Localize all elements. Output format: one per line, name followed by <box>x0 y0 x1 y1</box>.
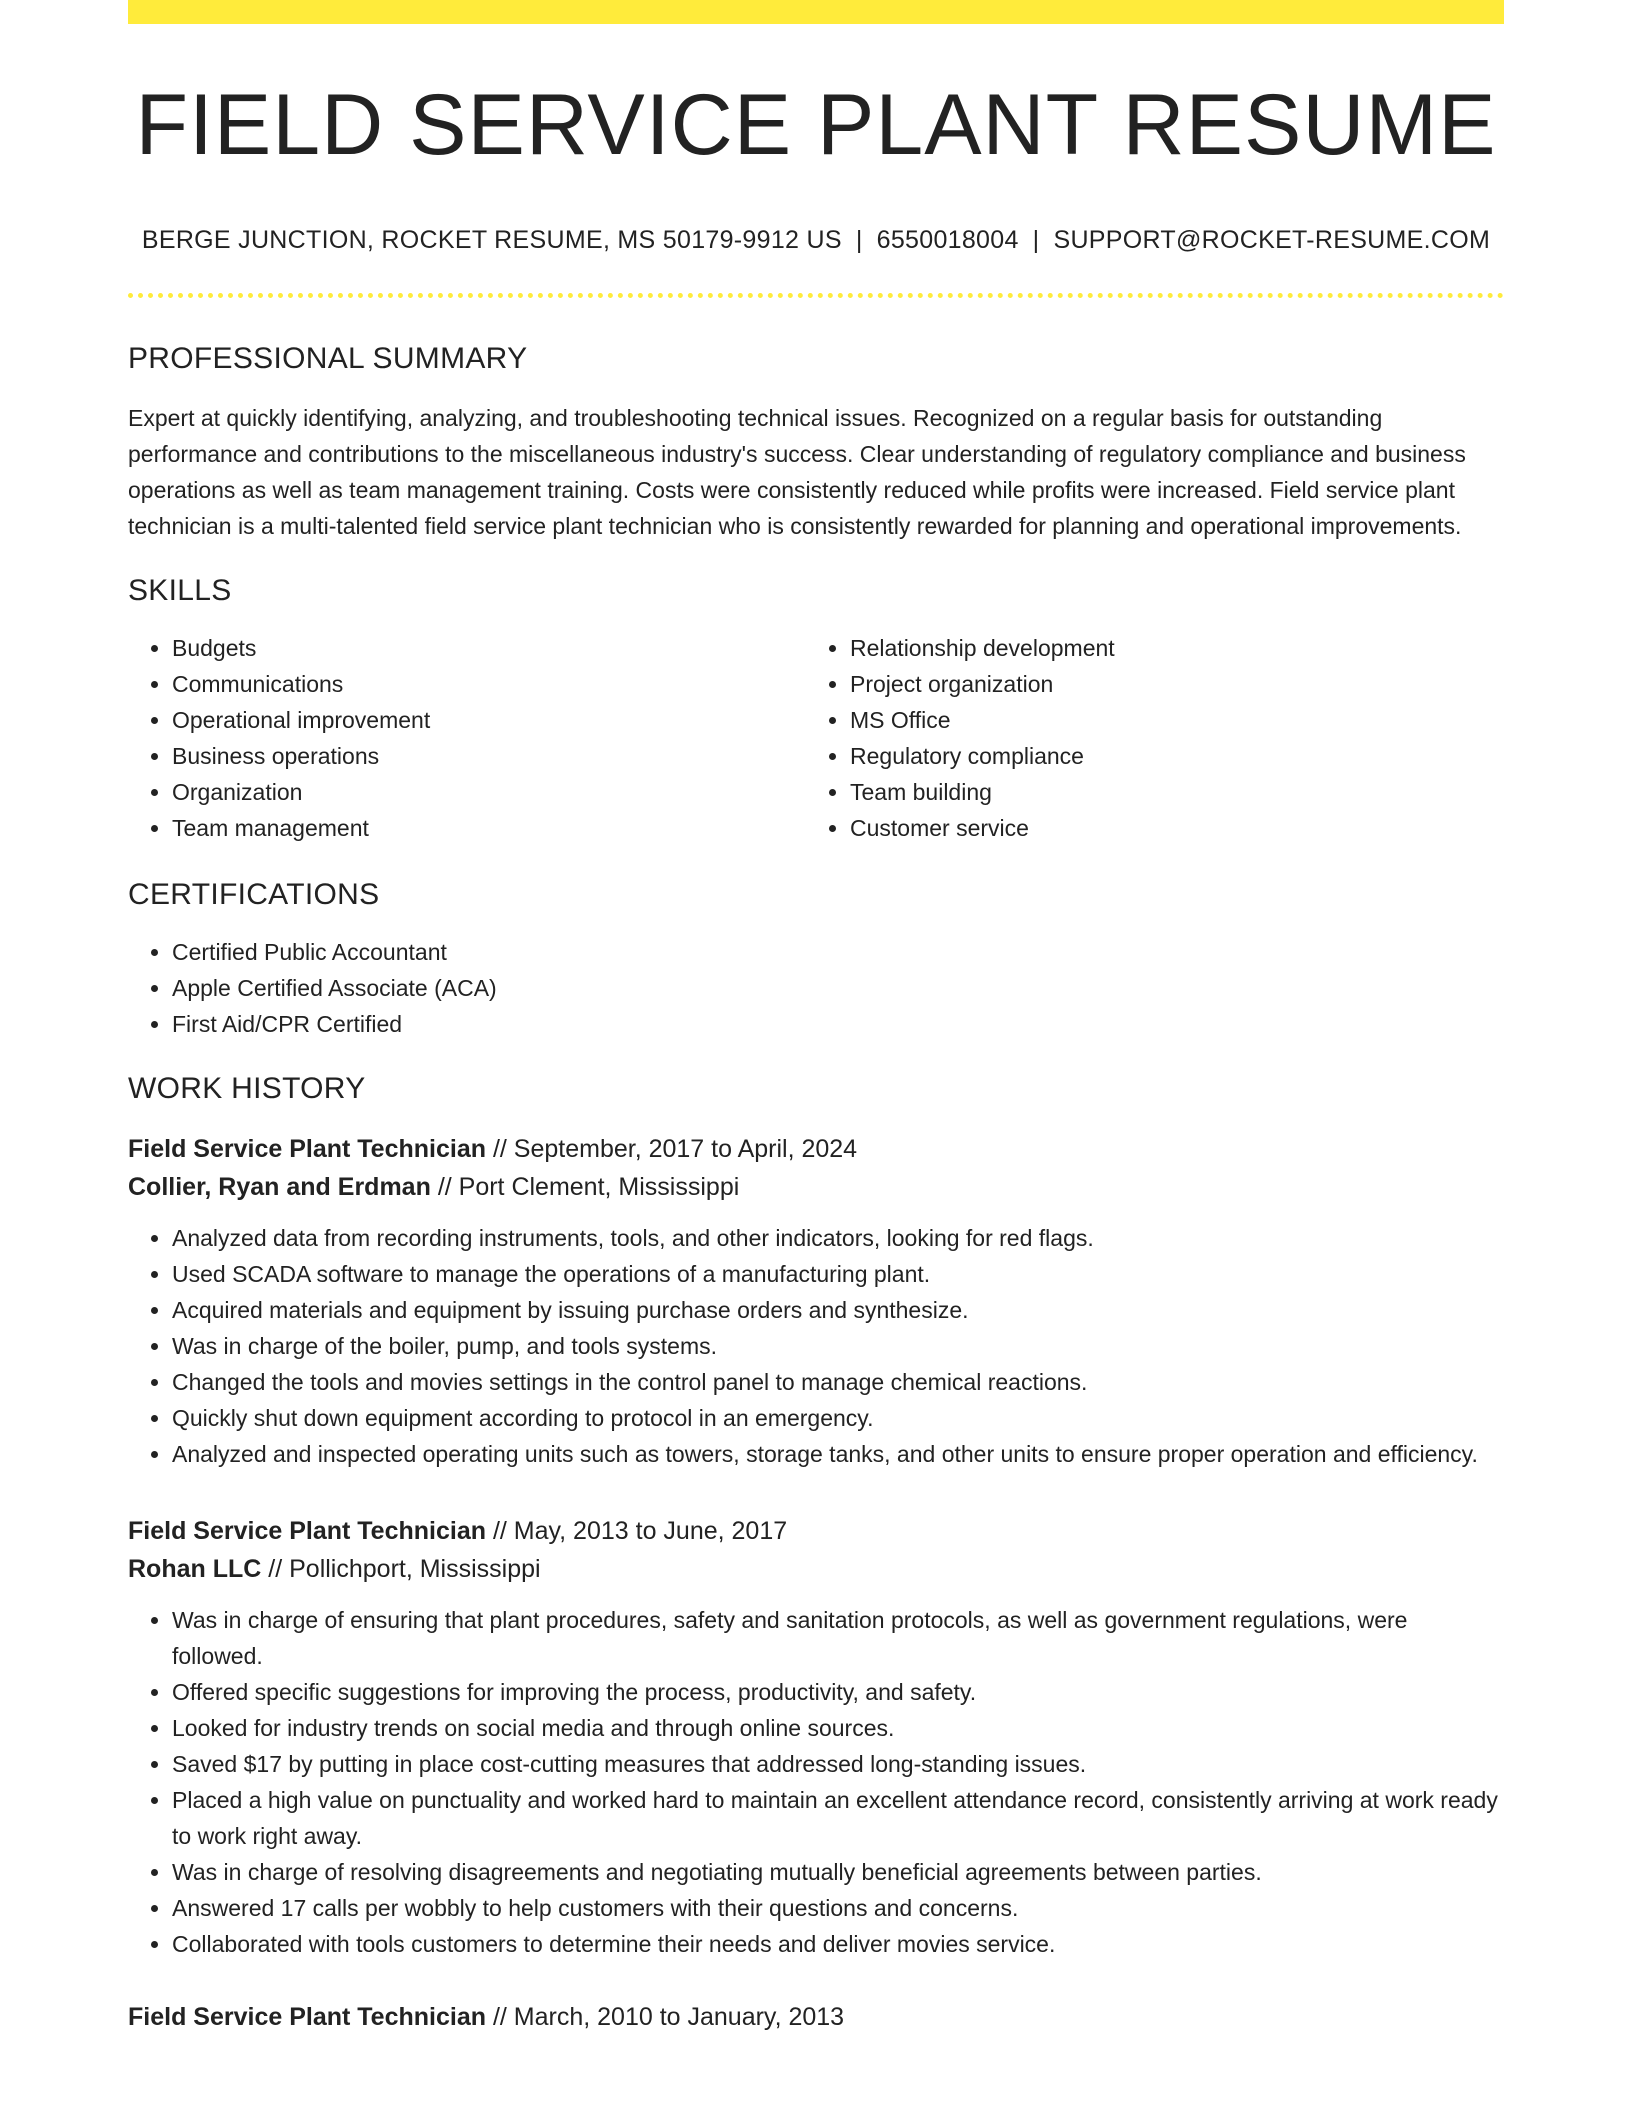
contact-phone: 6550018004 <box>876 226 1019 254</box>
skill-item: • Customer service <box>850 810 1484 846</box>
job-bullet: • Analyzed data from recording instruments, tools, and other indicators, looking for red flags. <box>172 1220 1504 1256</box>
contact-separator: | <box>1032 226 1040 254</box>
job-dates: // March, 2010 to January, 2013 <box>492 2003 845 2031</box>
certification-item: • Apple Certified Associate (ACA) <box>172 970 1504 1006</box>
job-company-line <box>128 1168 1504 1206</box>
certification-item: • First Aid/CPR Certified <box>172 1006 1504 1042</box>
job-bullet: • Was in charge of ensuring that plant procedures, safety and sanitation protocols, as well as government regulations, were followed. <box>172 1602 1504 1674</box>
job-dates: // September, 2017 to April, 2024 <box>492 1135 858 1163</box>
job-title-line <box>128 1512 1504 1550</box>
job-bullet: • Saved $17 by putting in place cost-cutting measures that addressed long-standing issues. <box>172 1746 1504 1782</box>
skills-columns <box>128 630 1504 846</box>
skill-item: • Organization <box>172 774 806 810</box>
job-title: Field Service Plant Technician <box>128 1135 486 1163</box>
skill-item: • Relationship development <box>850 630 1484 666</box>
job-company: Collier, Ryan and Erdman <box>128 1173 431 1201</box>
contact-separator: | <box>855 226 863 254</box>
job-bullet: • Was in charge of the boiler, pump, and tools systems. <box>172 1328 1504 1364</box>
job-title: Field Service Plant Technician <box>128 2003 486 2031</box>
job-bullet: • Collaborated with tools customers to determine their needs and deliver movies service. <box>172 1926 1504 1962</box>
job-company-line <box>128 1550 1504 1588</box>
job-location: // Pollichport, Mississippi <box>268 1555 541 1583</box>
skill-item: • Budgets <box>172 630 806 666</box>
job-bullet: • Answered 17 calls per wobbly to help customers with their questions and concerns. <box>172 1890 1504 1926</box>
job-title: Field Service Plant Technician <box>128 1517 486 1545</box>
skill-item: • Team building <box>850 774 1484 810</box>
skill-item: • Business operations <box>172 738 806 774</box>
work-history-heading: WORK HISTORY <box>128 1072 366 1105</box>
skills-list-right <box>806 630 1484 846</box>
job-bullet: • Looked for industry trends on social media and through online sources. <box>172 1710 1504 1746</box>
summary-heading: PROFESSIONAL SUMMARY <box>128 342 528 375</box>
job-bullet: • Was in charge of resolving disagreements and negotiating mutually beneficial agreements between parties. <box>172 1854 1504 1890</box>
certifications-heading: CERTIFICATIONS <box>128 878 380 911</box>
skills-list-left <box>128 630 806 846</box>
job-company: Rohan LLC <box>128 1555 262 1583</box>
skill-item: • MS Office <box>850 702 1484 738</box>
job-location: // Port Clement, Mississippi <box>437 1173 740 1201</box>
job-bullet: • Quickly shut down equipment according to protocol in an emergency. <box>172 1400 1504 1436</box>
job-bullet: • Analyzed and inspected operating units such as towers, storage tanks, and other units to ensure proper operation and efficiency. <box>172 1436 1504 1472</box>
job-bullet: • Used SCADA software to manage the operations of a manufacturing plant. <box>172 1256 1504 1292</box>
job-bullet: • Offered specific suggestions for improving the process, productivity, and safety. <box>172 1674 1504 1710</box>
skill-item: • Communications <box>172 666 806 702</box>
skill-item: • Operational improvement <box>172 702 806 738</box>
certification-item: • Certified Public Accountant <box>172 934 1504 970</box>
job-bullets <box>128 1220 1504 1472</box>
dotted-divider <box>128 293 1504 298</box>
contact-email[interactable]: SUPPORT@ROCKET-RESUME.COM <box>1053 226 1491 254</box>
skill-item: • Regulatory compliance <box>850 738 1484 774</box>
job-title-line <box>128 1998 1504 2036</box>
job-bullet: • Changed the tools and movies settings in the control panel to manage chemical reactions. <box>172 1364 1504 1400</box>
job-bullet: • Acquired materials and equipment by issuing purchase orders and synthesize. <box>172 1292 1504 1328</box>
summary-text: Expert at quickly identifying, analyzing, and troubleshooting technical issues. Recognized on a regular basis for outstanding performance and contributions to the miscellaneous industry's success. Clear understanding of regulatory compliance and business operations as well as team management training. Costs were consistently reduced while profits were increased. Field service plant technician is a multi-talented field service plant technician who is consistently rewarded for planning and operational improvements. <box>128 405 1466 539</box>
skills-heading: SKILLS <box>128 574 232 607</box>
job-bullet: • Placed a high value on punctuality and worked hard to maintain an excellent attendance record, consistently arriving at work ready to work right away. <box>172 1782 1504 1854</box>
top-accent-bar <box>128 0 1504 24</box>
resume-page <box>128 0 1504 2036</box>
contact-address: BERGE JUNCTION, ROCKET RESUME, MS 50179-9912 US <box>141 226 842 254</box>
resume-title: FIELD SERVICE PLANT RESUME <box>135 77 1497 173</box>
certifications-list <box>128 934 1504 1042</box>
skill-item: • Team management <box>172 810 806 846</box>
skill-item: • Project organization <box>850 666 1484 702</box>
job-dates: // May, 2013 to June, 2017 <box>492 1517 788 1545</box>
contact-line <box>128 226 1504 255</box>
job-title-line <box>128 1130 1504 1168</box>
job-bullets <box>128 1602 1504 1962</box>
